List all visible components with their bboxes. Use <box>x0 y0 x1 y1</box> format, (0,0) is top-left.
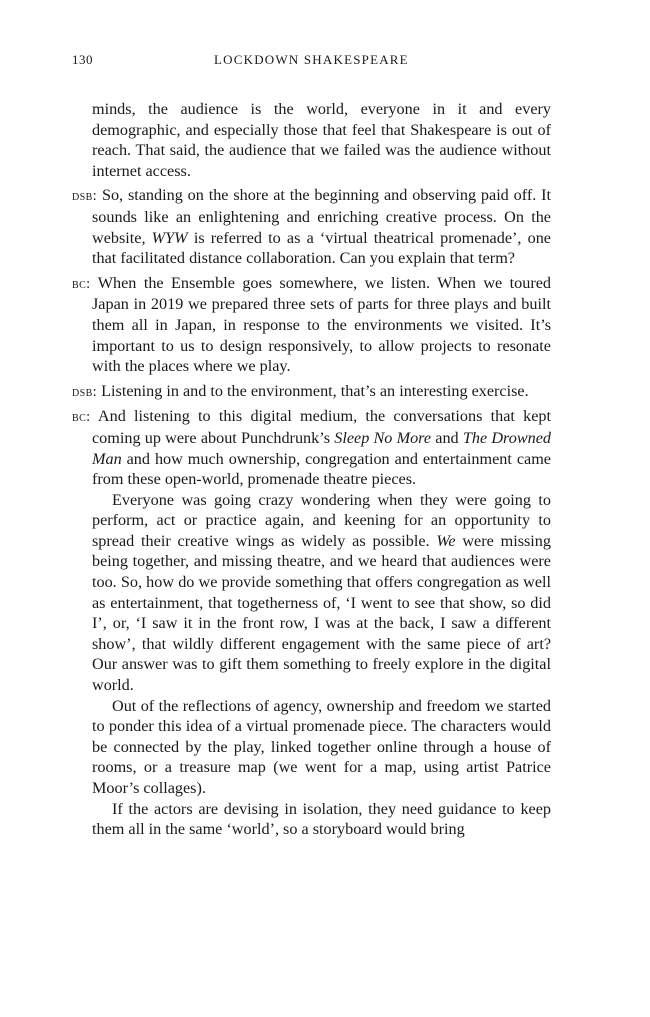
running-title: LOCKDOWN SHAKESPEARE <box>214 52 409 67</box>
speech-text: Listening in and to the environment, that’s an interesting exercise. <box>101 381 529 400</box>
speaker-label: bc: <box>72 275 91 292</box>
speech-text: and <box>431 428 463 447</box>
speech-text: and how much ownership, congregation and entertainment came from these open-world, promenade theatre pieces. <box>92 449 551 489</box>
speech-bc-1 <box>72 273 551 377</box>
speech-text: So, standing on the shore at the beginning and observing paid off. It sounds like an enlightening and enriching creative process. On the website, <box>92 186 552 247</box>
speaker-label: bc: <box>72 409 91 426</box>
running-head <box>72 52 552 72</box>
speech-dsb-2 <box>72 381 551 403</box>
paragraph-text: Everyone was going crazy wondering when they were going to perform, act or practice again, and keening for an opportunity to spread their creative wings as widely as possible. <box>92 490 551 550</box>
paragraph-text: Out of the reflections of agency, ownership and freedom we started to ponder this idea of a virtual promenade piece. The characters would be connected by the play, linked together online through a house of rooms, or a treasure map (we went for a map, using artist Patrice Moor’s collages). <box>92 696 551 797</box>
speech-text: And listening to this digital medium, the conversations that kept coming up were about Punchdrunk’s <box>92 407 552 447</box>
italic-title: Sleep No More <box>334 428 432 447</box>
paragraph-text: were missing being together, and missing theatre, and we heard that audiences were too. So, how do we provide something that offers congregation as well as entertainment, that togetherness of, ‘I went to see that show, so did I’, or, ‘I saw it in the front row, I was at the back, I saw a different show’, that wildly different engagement with the same piece of art? Our answer was to gift them something to freely explore in the digital world. <box>92 531 551 695</box>
speaker-label: dsb: <box>72 383 98 400</box>
page-number: 130 <box>72 52 93 67</box>
paragraph-indented <box>72 799 551 840</box>
paragraph-indented <box>72 696 551 799</box>
speech-text: When the Ensemble goes somewhere, we listen. When we toured Japan in 2019 we prepared three sets of parts for three plays and built them all in Japan, in response to the environments we visited. It’s important to us to design responsively, to allow projects to resonate with the places where we play. <box>92 273 551 376</box>
speech-text: is referred to as a ‘virtual theatrical promenade’, one that facilitated distance collaboration. Can you explain that term? <box>92 228 551 268</box>
paragraph-text: If the actors are devising in isolation, they need guidance to keep them all in the same ‘world’, so a storyboard would bring <box>92 799 551 839</box>
paragraph-continued <box>72 99 551 181</box>
paragraph-indented <box>72 490 551 696</box>
paragraph-text: minds, the audience is the world, everyone in it and every demographic, and especially those that feel that Shakespeare is out of reach. That said, the audience that we failed was the audience without internet access. <box>92 100 551 180</box>
italic-title: The Drowned Man <box>92 428 551 468</box>
speaker-label: dsb: <box>72 188 98 205</box>
italic-title: WYW <box>151 228 188 247</box>
italic-emphasis: We <box>436 531 456 550</box>
speech-bc-2 <box>72 406 551 489</box>
speech-dsb-1 <box>72 185 551 268</box>
body-text <box>72 99 551 840</box>
